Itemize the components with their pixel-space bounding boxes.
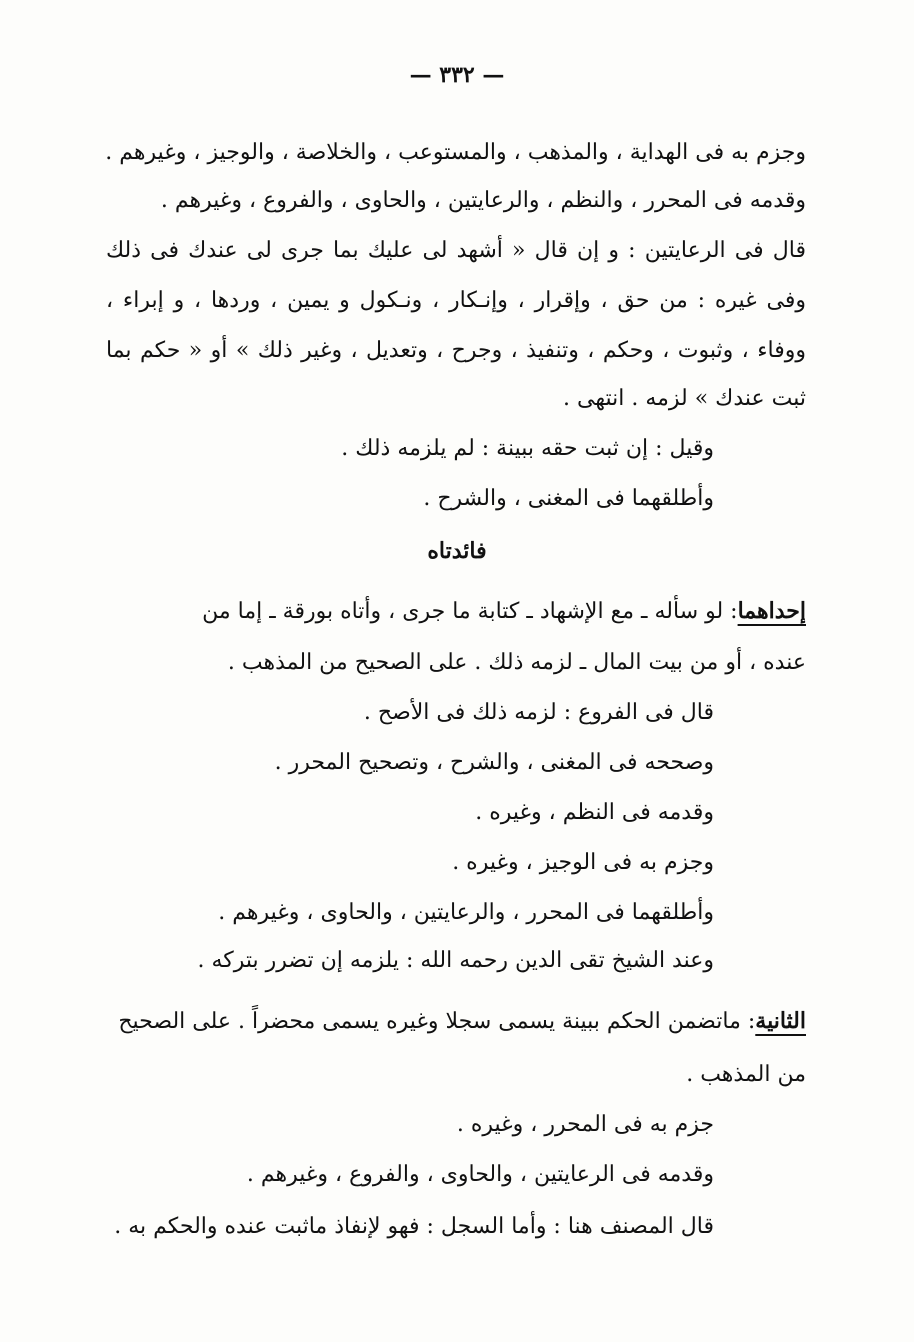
text-line-20: وقدمه فى الرعايتين ، والحاوى ، والفروع ، وغيرهم .: [246, 1162, 714, 1187]
second-point-label: الثانية: [755, 1008, 806, 1034]
page-number: — ٣٣٢ —: [409, 62, 505, 88]
text-line-17: [106, 1006, 806, 1036]
text-line-7: وقيل : إن ثبت حقه ببينة : لم يلزمه ذلك .: [341, 436, 714, 461]
text-line-3: قال فى الرعايتين : و إن قال « أشهد لى عليك بما جرى لى عندك فى ذلك: [106, 238, 806, 263]
text-line-4: وفى غيره : من حق ، وإقرار ، وإنـكار ، ونـكول و يمين ، وردها ، و إبراء ،: [106, 288, 806, 313]
text-line-10: عنده ، أو من بيت المال ـ لزمه ذلك . على الصحيح من المذهب .: [227, 650, 806, 675]
text-line-13: وقدمه فى النظم ، وغيره .: [475, 800, 714, 825]
text-line-1: وجزم به فى الهداية ، والمذهب ، والمستوعب ، والخلاصة ، والوجيز ، وغيرهم .: [105, 140, 806, 165]
first-point-label: إحداهما: [737, 598, 806, 624]
text-line-11: قال فى الفروع : لزمه ذلك فى الأصح .: [363, 700, 714, 725]
text-line-12: وصححه فى المغنى ، والشرح ، وتصحيح المحرر .: [274, 750, 714, 775]
text-line-8: وأطلقهما فى المغنى ، والشرح .: [423, 486, 714, 511]
text-line-14: وجزم به فى الوجيز ، وغيره .: [452, 850, 714, 875]
section-heading: فائدتاه: [427, 538, 487, 564]
text-line-9: [106, 596, 806, 626]
text-line-16: وعند الشيخ تقى الدين رحمه الله : يلزمه إن تضرر بتركه .: [197, 948, 714, 973]
text-line-6: ثبت عندك » لزمه . انتهى .: [563, 386, 806, 411]
text-line-15: وأطلقهما فى المحرر ، والرعايتين ، والحاوى ، وغيرهم .: [218, 900, 714, 925]
text-line-2: وقدمه فى المحرر ، والنظم ، والرعايتين ، والحاوى ، والفروع ، وغيرهم .: [160, 188, 806, 213]
text-line-18: من المذهب .: [686, 1062, 806, 1087]
text-line-5: ووفاء ، وثبوت ، وحكم ، وتنفيذ ، وجرح ، وتعديل ، وغير ذلك » أو « حكم بما: [106, 338, 806, 363]
text-line-19: جزم به فى المحرر ، وغيره .: [456, 1112, 714, 1137]
first-point-text: : لو سأله ـ مع الإشهاد ـ كتابة ما جرى ، وأتاه بورقة ـ إما من: [202, 599, 738, 624]
text-line-21: قال المصنف هنا : وأما السجل : فهو لإنفاذ ماثبت عنده والحكم به .: [114, 1214, 714, 1239]
second-point-text: : ماتضمن الحكم ببينة يسمى سجلا وغيره يسمى محضراً . على الصحيح: [118, 1009, 756, 1034]
